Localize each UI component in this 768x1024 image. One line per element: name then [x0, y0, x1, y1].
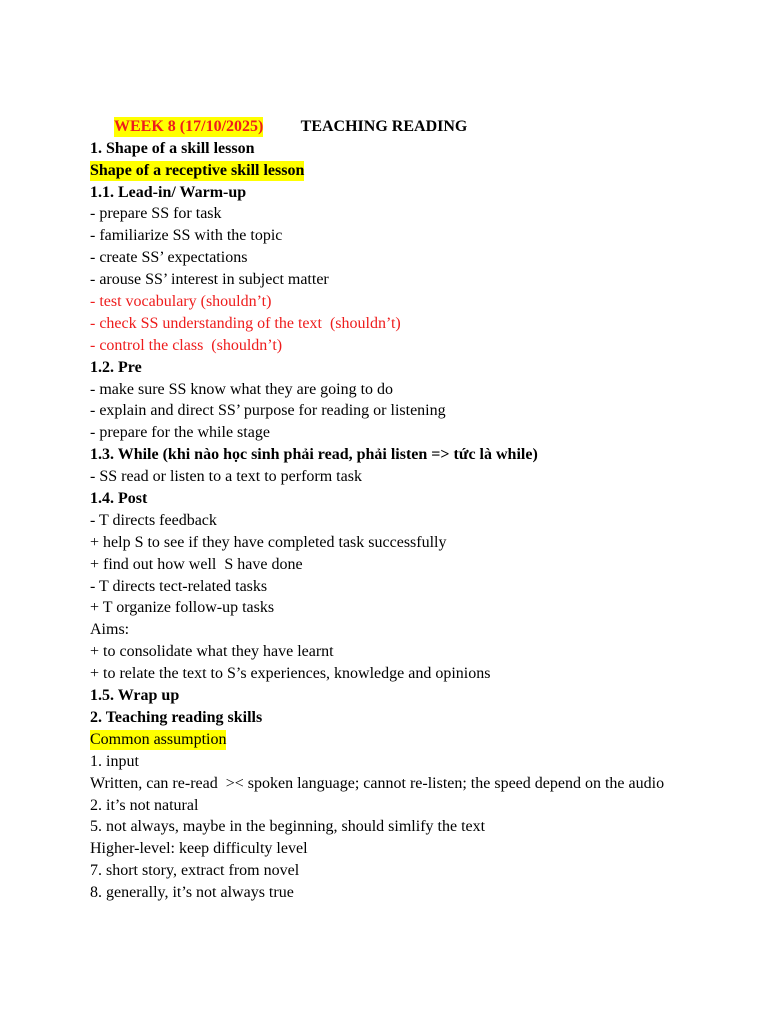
- text-line: 1.5. Wrap up: [90, 687, 180, 705]
- document-body: [90, 94, 690, 904]
- text-line: - prepare SS for task: [90, 205, 222, 223]
- text-line: - prepare for the while stage: [90, 424, 270, 442]
- page-title: TEACHING READING: [300, 117, 468, 135]
- text-line: + to consolidate what they have learnt: [90, 643, 334, 661]
- text-line: - explain and direct SS’ purpose for reading or listening: [90, 402, 446, 420]
- text-line: + to relate the text to S’s experiences, knowledge and opinions: [90, 665, 491, 683]
- week-heading-text: WEEK 8 (17/10/2025): [114, 117, 264, 135]
- text-line: + T organize follow-up tasks: [90, 599, 275, 617]
- text-line: - create SS’ expectations: [90, 249, 248, 267]
- text-line: Aims:: [90, 621, 130, 639]
- text-line: 8. generally, it’s not always true: [90, 884, 294, 902]
- text-line: 1.4. Post: [90, 490, 148, 508]
- text-line: 1. Shape of a skill lesson: [90, 139, 255, 157]
- text-line: - check SS understanding of the text (shouldn’t): [90, 314, 401, 332]
- text-line: - T directs tect-related tasks: [90, 577, 268, 595]
- text-line: [90, 729, 690, 751]
- text-line: [90, 160, 690, 182]
- document-lines: [90, 138, 690, 904]
- text-line: + find out how well S have done: [90, 555, 303, 573]
- text-line: 2. it’s not natural: [90, 796, 199, 814]
- text-line: - T directs feedback: [90, 511, 217, 529]
- text-line: - test vocabulary (shouldn’t): [90, 293, 272, 311]
- highlighted-text: Shape of a receptive skill lesson: [90, 161, 305, 179]
- text-line: - arouse SS’ interest in subject matter: [90, 271, 329, 289]
- text-line: - familiarize SS with the topic: [90, 227, 283, 245]
- text-line: Written, can re-read >< spoken language; cannot re-listen; the speed depend on the audio: [90, 774, 665, 792]
- text-line: 5. not always, maybe in the beginning, should simlify the text: [90, 818, 486, 836]
- text-line: 1.1. Lead-in/ Warm-up: [90, 183, 247, 201]
- text-line: 1.3. While (khi nào học sinh phải read, phải listen => tức là while): [90, 446, 538, 464]
- text-line: 7. short story, extract from novel: [90, 862, 300, 880]
- text-line: 1.2. Pre: [90, 358, 142, 376]
- text-line: + help S to see if they have completed task successfully: [90, 533, 447, 551]
- text-line: 1. input: [90, 752, 139, 770]
- text-line: - make sure SS know what they are going to do: [90, 380, 394, 398]
- text-line: Higher-level: keep difficulty level: [90, 840, 308, 858]
- text-line: 2. Teaching reading skills: [90, 708, 263, 726]
- highlighted-text: Common assumption: [90, 730, 227, 748]
- text-line: - control the class (shouldn’t): [90, 336, 283, 354]
- text-line: - SS read or listen to a text to perform task: [90, 468, 362, 486]
